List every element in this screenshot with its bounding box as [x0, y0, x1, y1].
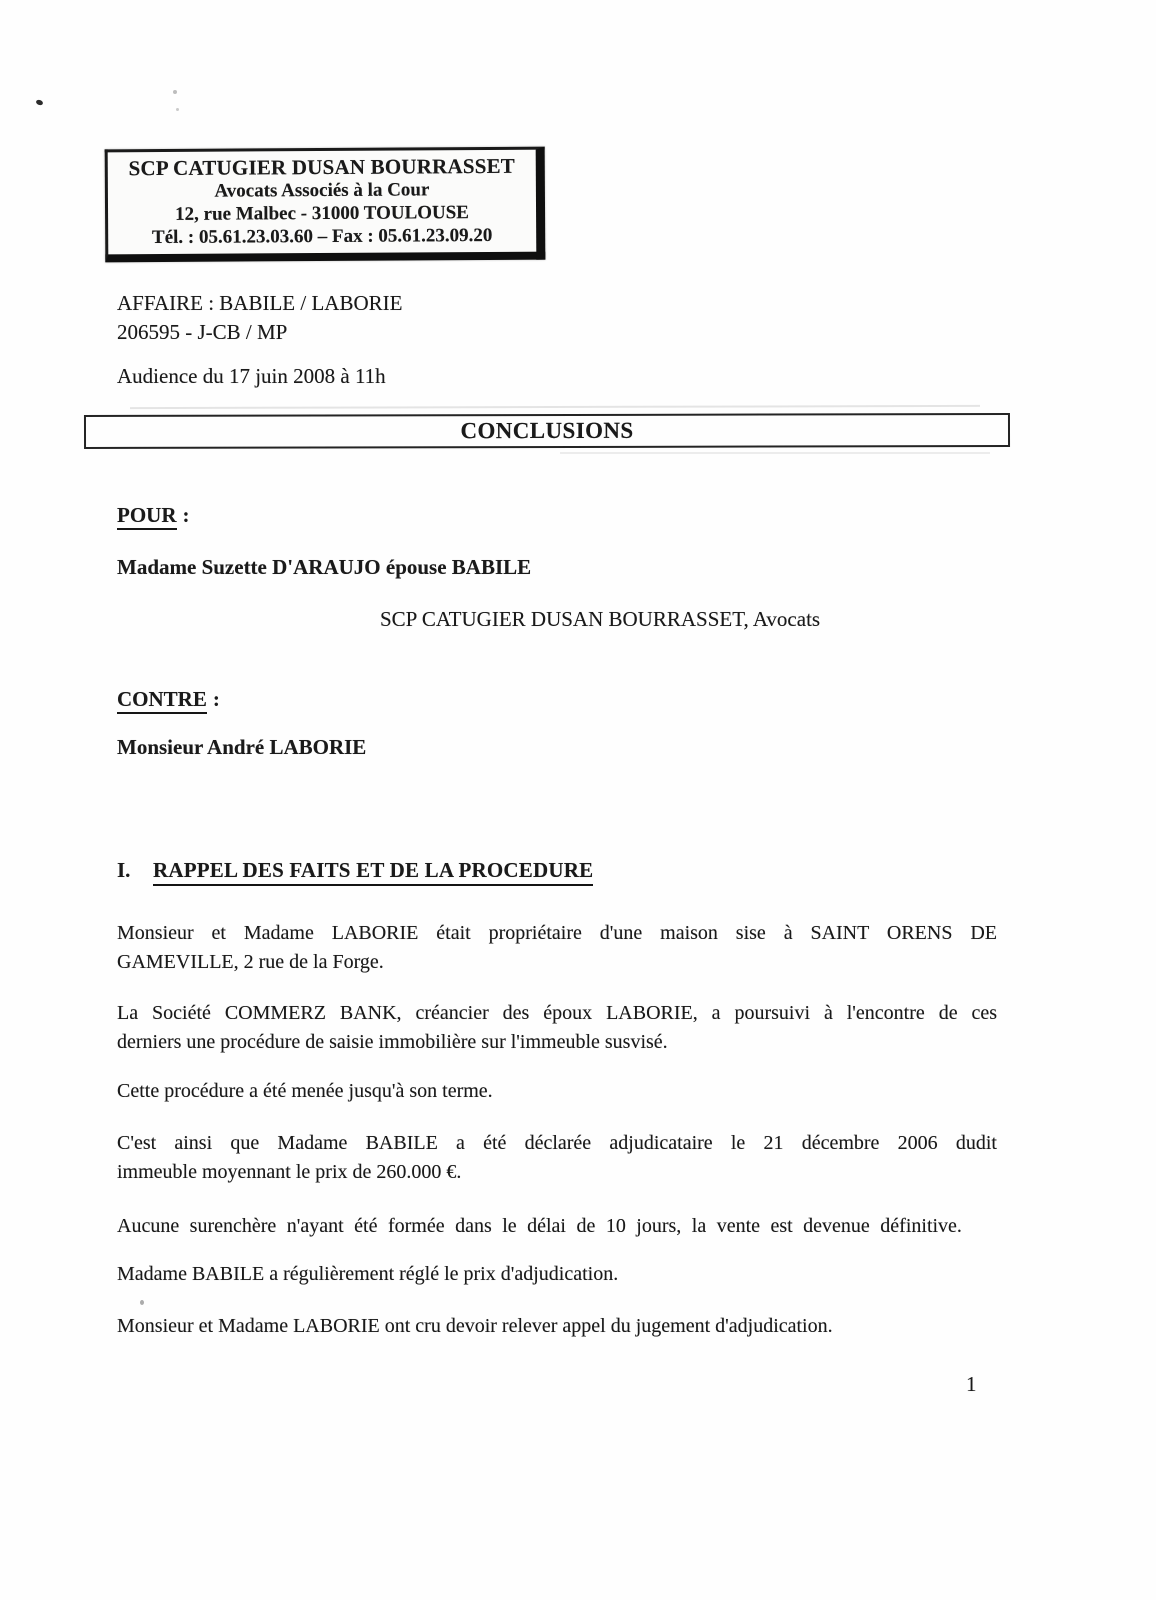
- paragraph: [117, 919, 997, 977]
- pour-label: POUR: [117, 503, 177, 530]
- letterhead-role-line: Avocats Associés à la Cour: [214, 179, 430, 202]
- pour-counsel-line: SCP CATUGIER DUSAN BOURRASSET, Avocats: [380, 607, 821, 631]
- document-title: CONCLUSIONS: [460, 417, 634, 444]
- scan-speck: [35, 99, 43, 106]
- section-1-heading: [117, 858, 593, 883]
- paragraph: [117, 1212, 997, 1241]
- audience-line: Audience du 17 juin 2008 à 11h: [117, 364, 386, 388]
- scan-speck: [173, 90, 177, 94]
- paragraph-line: Aucune surenchère n'ayant été formée dans le délai de 10 jours, la vente est devenue définitive.: [117, 1215, 962, 1237]
- scan-ghost-line: [130, 405, 980, 409]
- scan-speck: [140, 1300, 144, 1305]
- document-title-box: [84, 413, 1010, 449]
- section-1-title: RAPPEL DES FAITS ET DE LA PROCEDURE: [153, 858, 593, 886]
- paragraph-line: GAMEVILLE, 2 rue de la Forge.: [117, 951, 384, 973]
- scan-speck: [176, 108, 179, 111]
- letterhead-box: [105, 147, 546, 263]
- section-1-numeral: I.: [117, 858, 131, 882]
- paragraph: [117, 1077, 997, 1106]
- pour-label-line: [117, 503, 190, 528]
- case-reference-line: 206595 - J-CB / MP: [117, 320, 288, 344]
- paragraph-line: C'est ainsi que Madame BABILE a été déclarée adjudicataire le 21 décembre 2006 dudit: [117, 1132, 997, 1154]
- letterhead-firm-name: SCP CATUGIER DUSAN BOURRASSET: [128, 153, 516, 181]
- contre-party-name: Monsieur André LABORIE: [117, 735, 367, 759]
- paragraph-line: Madame BABILE a régulièrement réglé le prix d'adjudication.: [117, 1263, 619, 1285]
- letterhead-phone-fax-line: Tél. : 05.61.23.03.60 – Fax : 05.61.23.09.20: [151, 224, 493, 249]
- contre-label-line: [117, 687, 220, 712]
- paragraph: [117, 1260, 997, 1289]
- paragraph-line: Cette procédure a été menée jusqu'à son terme.: [117, 1080, 493, 1102]
- paragraph: [117, 999, 997, 1057]
- paragraph-line: derniers une procédure de saisie immobilière sur l'immeuble susvisé.: [117, 1031, 668, 1053]
- page-number: 1: [966, 1372, 977, 1396]
- paragraph-line: Monsieur et Madame LABORIE ont cru devoir relever appel du jugement d'adjudication.: [117, 1315, 833, 1337]
- contre-label: CONTRE: [117, 687, 207, 714]
- case-header: [117, 289, 402, 347]
- pour-party-name: Madame Suzette D'ARAUJO épouse BABILE: [117, 555, 532, 579]
- paragraph: [117, 1129, 997, 1187]
- letterhead-address-line: 12, rue Malbec - 31000 TOULOUSE: [175, 202, 470, 225]
- case-affaire-line: AFFAIRE : BABILE / LABORIE: [117, 291, 403, 315]
- scan-ghost-line: [560, 452, 990, 454]
- paragraph: [117, 1312, 997, 1341]
- contre-colon: :: [212, 687, 220, 711]
- pour-colon: :: [182, 503, 190, 527]
- paragraph-line: Monsieur et Madame LABORIE était propriétaire d'une maison sise à SAINT ORENS DE: [117, 922, 997, 944]
- paragraph-line: immeuble moyennant le prix de 260.000 €.: [117, 1161, 462, 1183]
- paragraph-line: La Société COMMERZ BANK, créancier des époux LABORIE, a poursuivi à l'encontre de ces: [117, 1002, 998, 1024]
